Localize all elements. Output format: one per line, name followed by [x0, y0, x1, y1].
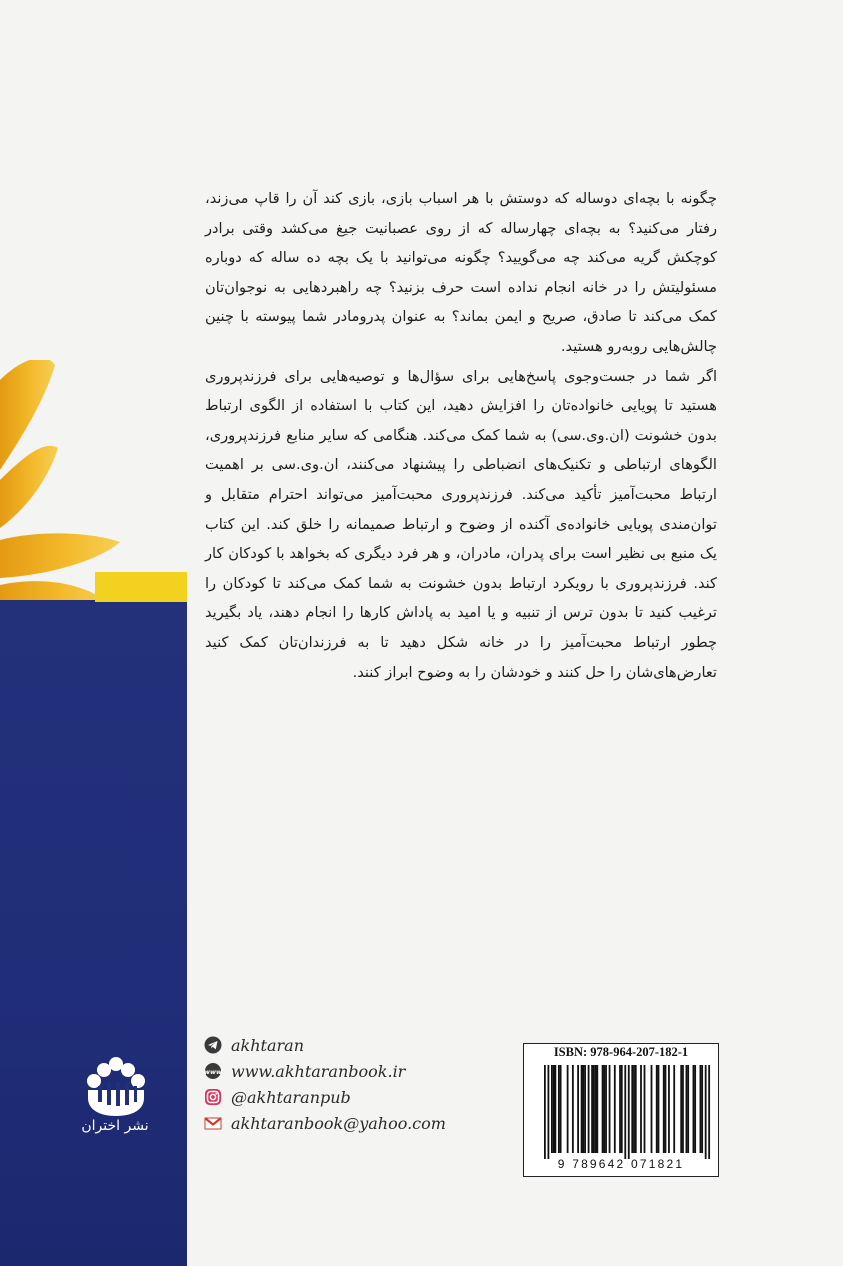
barcode-bar: [628, 1065, 630, 1159]
barcode-bar: [553, 1065, 555, 1153]
barcode-bar: [593, 1065, 595, 1153]
barcode-bar: [603, 1065, 605, 1153]
barcode-bar: [581, 1065, 583, 1153]
barcode-bar: [619, 1065, 621, 1153]
barcode-bar: [631, 1065, 633, 1153]
isbn-label: ISBN: 978-964-207-182-1: [553, 1045, 689, 1059]
barcode-bar: [700, 1065, 702, 1153]
contact-website[interactable]: [204, 1058, 524, 1084]
barcode-bar: [554, 1065, 556, 1153]
isbn-barcode-box: [523, 1043, 719, 1177]
barcode-bar: [656, 1065, 658, 1153]
telegram-icon: [204, 1036, 222, 1054]
barcode-bar: [693, 1065, 695, 1153]
barcode-bar: [633, 1065, 635, 1153]
back-cover-description: [205, 184, 717, 687]
barcode-bar: [701, 1065, 703, 1153]
barcode-bar: [621, 1065, 623, 1153]
barcode-bar: [665, 1065, 667, 1153]
description-paragraph-2: اگر شما در جست‌وجوی پاسخ‌هایی برای سؤال‌ها و توصیه‌هایی برای فرزندپروری هستید تا پویایی خانواده‌تان را افزایش دهید، این کتاب با استفاده از الگوی ارتباط بدون خشونت (ان.وی.سی) به شما کمک می‌کند. هنگامی که سایر منابع فرزندپروری، الگوهای ارتباطی و تکنیک‌های انضباطی را پیشنهاد می‌کنند، ان.وی.سی بر اهمیت ارتباط محبت‌آمیز تأکید می‌کند. فرزندپروری محبت‌آمیز می‌تواند احترام متقابل و توان‌مندی پویایی خانواده‌ی آکنده از وضوح و ارتباط صمیمانه را خلق کند. این کتاب یک منبع بی نظیر است برای پدران، مادران، و هر فرد دیگری که بخواهد با کودکان کار کند. فرزندپروری با رویکرد ارتباط بدون خشونت به شما کمک می‌کند تا کودکان را ترغیب کنید تا بدون ترس از تنبیه و یا امید به پاداش کارها را انجام دهند، یاد بگیرید چطور ارتباط محبت‌آمیز را در خانه شکل دهید تا به فرزندان‌تان کمک کنید تعارض‌های‌شان را حل کنند و خودشان را به وضوح ابراز کنند.: [205, 367, 717, 681]
barcode-bar: [595, 1065, 597, 1153]
barcode-bar: [572, 1065, 574, 1153]
barcode-bar: [567, 1065, 569, 1153]
barcode-bar: [577, 1065, 579, 1153]
yellow-accent-strip: [95, 572, 187, 602]
publisher-name: نشر اختران: [81, 1118, 149, 1134]
barcode-bar: [651, 1065, 653, 1153]
barcode-bar: [640, 1065, 642, 1153]
barcode-bar: [686, 1065, 688, 1153]
barcode-bar: [609, 1065, 611, 1153]
barcode-bar: [682, 1065, 684, 1153]
email-address: akhtaranbook@yahoo.com: [231, 1113, 446, 1133]
barcode-bar: [547, 1065, 549, 1159]
barcode-bar: [591, 1065, 593, 1153]
barcode-bar: [624, 1065, 626, 1159]
barcode-bar: [596, 1065, 598, 1153]
barcode-bar: [673, 1065, 675, 1153]
contact-telegram[interactable]: [204, 1032, 524, 1058]
barcode-bar: [602, 1065, 604, 1153]
barcode-bar: [708, 1065, 710, 1159]
gmail-icon: [204, 1114, 222, 1132]
contact-instagram[interactable]: [204, 1084, 524, 1110]
barcode-bar: [658, 1065, 660, 1153]
barcode-bar: [558, 1065, 560, 1153]
contact-email[interactable]: [204, 1110, 524, 1136]
barcode-bar: [680, 1065, 682, 1153]
barcode-bar: [551, 1065, 553, 1153]
publisher-contacts: [204, 1032, 524, 1136]
description-paragraph-1: چگونه با بچه‌ای دوساله که دوستش با هر اسباب بازی، بازی کند آن را قاپ می‌زند، رفتار می‌کنید؟ به بچه‌ای چهارساله که از روی عصبانیت جیغ می‌کشد وقتی برادر کوچکش گریه می‌کند چه می‌گویید؟ چگونه می‌توانید با یک بچه ده ساله که دوباره مسئولیتش را در خانه انجام نداده است حرف بزنید؟ چه راهبردهایی به نوجوان‌تان کمک می‌کند تا صادق، صریح و ایمن بماند؟ به عنوان پدرومادر شما پیوسته با چنین چالش‌هایی روبه‌رو هستید.: [205, 190, 717, 355]
svg-text:www: www: [204, 1068, 222, 1076]
barcode: [532, 1063, 712, 1159]
globe-icon: [204, 1062, 222, 1080]
barcode-bar: [694, 1065, 696, 1153]
barcode-digits: 9 789642 071821: [557, 1157, 685, 1171]
instagram-icon: [204, 1088, 222, 1106]
barcode-bar: [560, 1065, 562, 1153]
barcode-bar: [644, 1065, 646, 1153]
barcode-bar: [605, 1065, 607, 1153]
barcode-bar: [687, 1065, 689, 1153]
barcode-bar: [668, 1065, 670, 1153]
barcode-bar: [614, 1065, 616, 1153]
barcode-bar: [582, 1065, 584, 1153]
barcode-bar: [663, 1065, 665, 1153]
barcode-bar: [705, 1065, 707, 1159]
barcode-bar: [584, 1065, 586, 1153]
barcode-bar: [544, 1065, 546, 1159]
navy-color-band: [0, 600, 187, 1266]
website-url: www.akhtaranbook.ir: [231, 1061, 406, 1081]
instagram-handle: @akhtaranpub: [231, 1087, 351, 1107]
barcode-bar: [635, 1065, 637, 1153]
telegram-handle: akhtaran: [231, 1035, 304, 1055]
barcode-bar: [588, 1065, 590, 1153]
